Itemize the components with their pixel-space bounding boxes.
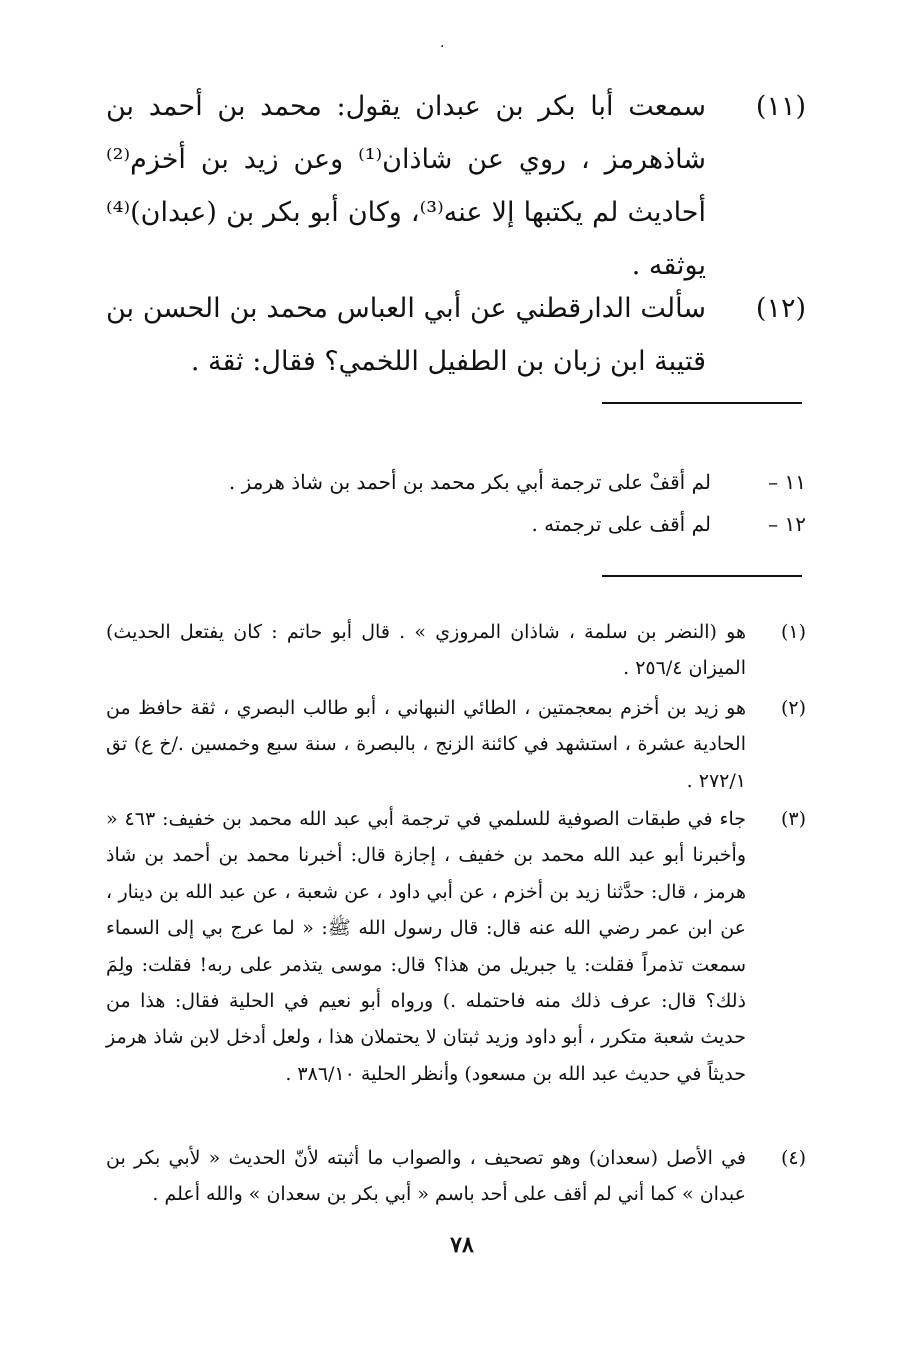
footnote-text: هو (النضر بن سلمة ، شاذان المروزي » . قال أبو حاتم : كان يفتعل الحديث) الميزان ٢٥٦/٤ . <box>106 621 746 680</box>
footnote-number: (٣) <box>780 808 806 830</box>
bio-text: لم أقف على ترجمته . <box>531 512 711 536</box>
decorative-dot: · <box>440 39 445 55</box>
footnote-text: جاء في طبقات الصوفية للسلمي في ترجمة أبي عبد الله محمد بن خفيف: ٤٦٣ « وأخبرنا أبو عبد الله محمد بن خفيف ، إجازة قال: أخبرنا محمد بن أحمد بن شاذ هرمز ، قال: حدَّثنا زيد بن أخزم ، عن أبي داود ، عن شعبة ، عن عبد الله بن دينار ، عن ابن عمر رضي الله عنه قال: قال رسول الله ﷺ: « لما عرج بي إلى السماء سمعت تذمراً فقلت: يا جبريل من هذا؟ قال: موسى يتذمر على ربه! فقلت: ولِمَ ذلك؟ قال: عرف ذلك منه فاحتمله .) ورواه أبو نعيم في الحلية فقال: هذا من حديث شعبة متكرر ، أبو داود وزيد ثبتان لا يحتملان هذا ، ولعل أدخل لابن شاذ هرمز حديثاً في حديث عبد الله بن مسعود) وأنظر الحلية ٣٨٦/١٠ . <box>106 808 746 1085</box>
entry-number: (١٢) <box>755 293 806 324</box>
bio-number: ١٢ – <box>768 512 806 536</box>
footnotes-divider <box>602 575 802 577</box>
footnote-number: (١) <box>780 621 806 643</box>
bio-text: لم أقفْ على ترجمة أبي بكر محمد بن أحمد بن شاذ هرمز . <box>228 470 711 494</box>
entry-text: سألت الدارقطني عن أبي العباس محمد بن الحسن بن قتيبة ابن زبان بن الطفيل اللخمي؟ فقال: ثقة . <box>106 293 706 377</box>
entry-text: سمعت أبا بكر بن عبدان يقول: محمد بن أحمد بن شاذهرمز ، روي عن شاذان⁽¹⁾ وعن زيد بن أخزم⁽²⁾ أحاديث لم يكتبها إلا عنه⁽³⁾، وكان أبو بكر بن (عبدان)⁽⁴⁾ يوثقه . <box>106 91 706 281</box>
entry-number: (١١) <box>755 91 806 122</box>
section-divider <box>602 402 802 404</box>
footnote-number: (٢) <box>780 697 806 719</box>
page-number: ٧٨ <box>450 1232 474 1258</box>
bio-number: ١١ – <box>768 470 806 494</box>
footnote-text: هو زيد بن أخزم بمعجمتين ، الطائي النبهاني ، أبو طالب البصري ، ثقة حافظ من الحادية عشرة ، استشهد في كائنة الزنج ، بالبصرة ، سنة سبع وخمسين ./خ ع) تق ٢٧٢/١ . <box>106 697 746 792</box>
footnote-number: (٤) <box>780 1147 806 1169</box>
footnote-text: في الأصل (سعدان) وهو تصحيف ، والصواب ما أثبته لأنّ الحديث « لأبي بكر بن عبدان » كما أني لم أقف على أحد باسم « أبي بكر بن سعدان » والله أعلم . <box>106 1147 746 1206</box>
